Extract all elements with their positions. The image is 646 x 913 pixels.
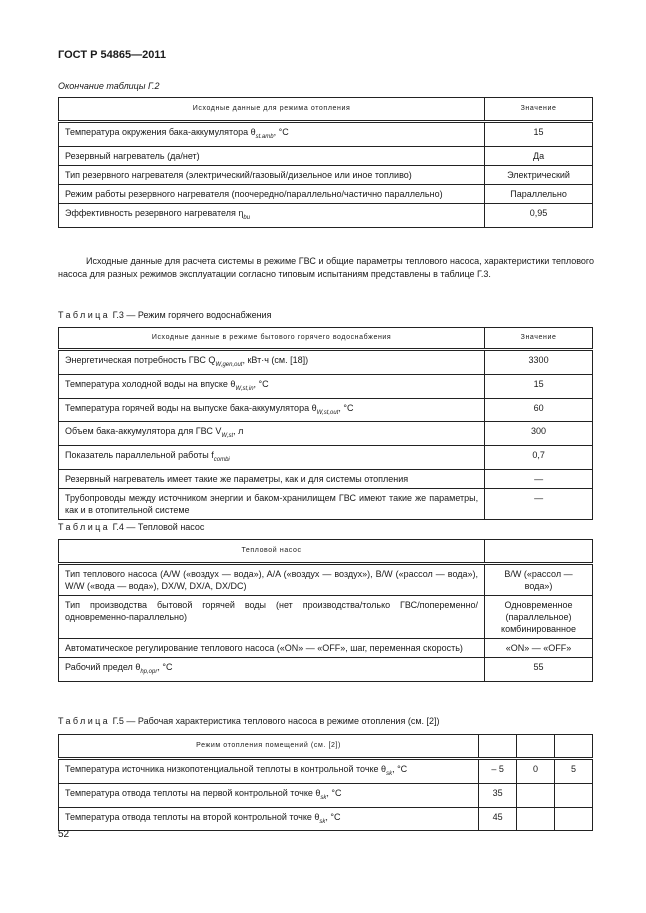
- table-row: [59, 122, 593, 147]
- table-row: [59, 783, 593, 807]
- param-text: Автоматическое регулирование теплового насоса («ON» — «OFF», шаг, переменная скорость): [65, 643, 463, 653]
- value-cell: [555, 783, 593, 807]
- param-cell: [59, 165, 485, 184]
- caption-text: Г.4 — Тепловой насос: [112, 522, 205, 532]
- param-cell: [59, 422, 485, 446]
- table-row: [59, 596, 593, 639]
- param-text: Энергетическая потребность ГВС Q: [65, 355, 216, 365]
- value-cell: 300: [485, 422, 593, 446]
- table-g4-caption: [58, 522, 204, 532]
- page-number: 52: [58, 829, 70, 840]
- param-cell: [59, 350, 485, 375]
- param-subscript: sk: [386, 770, 393, 777]
- column-header-value: [485, 540, 593, 564]
- param-text: Температура окружения бака-аккумулятора θ: [65, 127, 256, 137]
- column-header-value: Значение: [485, 98, 593, 122]
- param-unit: , °С: [157, 662, 173, 672]
- param-text: Трубопроводы между источником энергии и баком-хранилищем ГВС имеют такие же параметры, как и в отопительной системе: [65, 492, 479, 515]
- table-row: [59, 488, 593, 519]
- param-unit: , °С: [338, 402, 354, 413]
- value-cell: 3300: [485, 350, 593, 375]
- value-cell: Да: [485, 146, 593, 165]
- value-cell: 55: [485, 658, 593, 682]
- param-subscript: st.amb: [255, 133, 274, 140]
- column-header-value: Значение: [485, 328, 593, 350]
- table-g2: [58, 97, 593, 228]
- param-unit: , °С: [253, 378, 269, 389]
- param-text: Тип теплового насоса (A/W («воздух — вода»), A/A («воздух — воздух»), B/W («рассол — вода»), W/W («вода — вода»), DX/W, DX/A, DX/DC): [65, 569, 479, 591]
- value-cell: 15: [485, 122, 593, 147]
- table-row: [59, 165, 593, 184]
- caption-text: Г.5 — Рабочая характеристика теплового насоса в режиме отопления (см. [2]): [112, 716, 440, 726]
- value-cell: – 5: [479, 759, 517, 784]
- table-g2-caption: Окончание таблицы Г.2: [58, 81, 160, 91]
- param-text: Объем бака-аккумулятора для ГВС V: [65, 426, 222, 437]
- column-header-param: Тепловой насос: [59, 540, 485, 564]
- param-text: Температура источника низкопотенциальной теплоты в контрольной точке θ: [65, 764, 387, 774]
- column-header-param: Исходные данные для режима отопления: [59, 98, 485, 122]
- value-cell: 5: [555, 759, 593, 784]
- table-row: [59, 374, 593, 398]
- caption-label: Таблица: [58, 310, 111, 320]
- param-cell: [59, 564, 485, 596]
- column-header-empty: [555, 735, 593, 759]
- param-text: Температура отвода теплоты на второй контрольной точке θ: [65, 811, 320, 822]
- param-unit: , °С: [326, 787, 342, 798]
- body-paragraph: Исходные данные для расчета системы в режиме ГВС и общие параметры теплового насоса, характеристики теплового насоса для разных режимов эксплуатации согласно типовым испытаниям представлены в таблице Г.3.: [58, 256, 594, 279]
- table-g5: [58, 734, 593, 831]
- value-cell: 0: [517, 759, 555, 784]
- param-text: Температура холодной воды на впуске θ: [65, 378, 236, 389]
- param-unit: , °С: [392, 764, 408, 774]
- param-text: Резервный нагреватель (да/нет): [65, 150, 200, 161]
- table-g3-caption: [58, 310, 271, 320]
- table-row: [59, 807, 593, 831]
- param-subscript: W,st: [221, 433, 234, 440]
- table-row: [59, 398, 593, 422]
- value-cell: Параллельно: [485, 184, 593, 203]
- column-header-empty: [517, 735, 555, 759]
- value-cell: 45: [479, 807, 517, 831]
- value-cell: 0,7: [485, 446, 593, 470]
- value-cell: Одновременное (параллельное) комбинированное: [485, 596, 593, 639]
- table-row: [59, 146, 593, 165]
- param-text: Показатель параллельной работы f: [65, 450, 214, 461]
- param-cell: [59, 783, 479, 807]
- param-cell: [59, 374, 485, 398]
- param-subscript: sk: [319, 818, 326, 825]
- value-cell: 0,95: [485, 203, 593, 227]
- value-cell: B/W («рассол — вода»): [485, 564, 593, 596]
- param-cell: [59, 639, 485, 658]
- table-row: [59, 350, 593, 375]
- value-cell: —: [485, 488, 593, 519]
- param-subscript: W,st,in: [235, 385, 254, 392]
- column-header-param: Исходные данные в режиме бытового горячего водоснабжения: [59, 328, 485, 350]
- param-text: Температура горячей воды на выпуске бака-аккумулятора θ: [65, 402, 317, 413]
- param-text: Температура отвода теплоты на первой контрольной точке θ: [65, 787, 321, 798]
- param-subscript: bu: [243, 214, 251, 221]
- param-text: Тип производства бытовой горячей воды (нет производства/только ГВС/попеременно/одновременно-параллельно): [65, 600, 479, 622]
- param-cell: [59, 658, 485, 682]
- table-row: [59, 564, 593, 596]
- table-row: [59, 469, 593, 488]
- table-g5-caption: [58, 716, 440, 726]
- param-subscript: W,gen,out: [215, 361, 243, 368]
- param-cell: [59, 759, 479, 784]
- param-subscript: W,st,out: [316, 409, 339, 416]
- value-cell: 60: [485, 398, 593, 422]
- value-cell: 15: [485, 374, 593, 398]
- param-text: Тип резервного нагревателя (электрический/газовый/дизельное или иное топливо): [65, 169, 412, 180]
- column-header-empty: [479, 735, 517, 759]
- param-subscript: combi: [213, 456, 230, 463]
- param-text: Резервный нагреватель имеет такие же параметры, как и для системы отопления: [65, 473, 409, 484]
- param-unit: , кВт·ч (см. [18]): [242, 355, 309, 365]
- param-cell: [59, 469, 485, 488]
- param-cell: [59, 488, 485, 519]
- param-unit: , °С: [273, 127, 289, 137]
- value-cell: [517, 807, 555, 831]
- param-text: Рабочий предел θ: [65, 662, 141, 672]
- value-cell: [517, 783, 555, 807]
- column-header-param: Режим отопления помещений (см. [2]): [59, 735, 479, 759]
- table-row: [59, 759, 593, 784]
- param-unit: , л: [233, 426, 244, 437]
- table-g3: [58, 327, 593, 520]
- value-cell: —: [485, 469, 593, 488]
- param-cell: [59, 398, 485, 422]
- value-cell: [555, 807, 593, 831]
- param-subscript: hp,opr: [140, 668, 158, 675]
- param-cell: [59, 203, 485, 227]
- document-title: ГОСТ Р 54865—2011: [58, 49, 166, 61]
- param-cell: [59, 122, 485, 147]
- caption-label: Таблица: [58, 522, 111, 532]
- table-row: [59, 203, 593, 227]
- value-cell: 35: [479, 783, 517, 807]
- table-row: [59, 639, 593, 658]
- table-row: [59, 422, 593, 446]
- table-row: [59, 184, 593, 203]
- caption-text: Г.3 — Режим горячего водоснабжения: [112, 310, 272, 320]
- param-cell: [59, 807, 479, 831]
- value-cell: «ON» — «OFF»: [485, 639, 593, 658]
- param-cell: [59, 184, 485, 203]
- param-cell: [59, 146, 485, 165]
- param-cell: [59, 446, 485, 470]
- value-cell: Электрический: [485, 165, 593, 184]
- param-unit: , °С: [325, 811, 341, 822]
- param-subscript: sk: [320, 794, 327, 801]
- param-text: Режим работы резервного нагревателя (поочередно/параллельно/частично параллельно): [65, 188, 443, 199]
- param-cell: [59, 596, 485, 639]
- table-g4: [58, 539, 593, 682]
- table-row: [59, 658, 593, 682]
- param-text: Эффективность резервного нагревателя η: [65, 207, 244, 218]
- table-row: [59, 446, 593, 470]
- caption-label: Таблица: [58, 716, 111, 726]
